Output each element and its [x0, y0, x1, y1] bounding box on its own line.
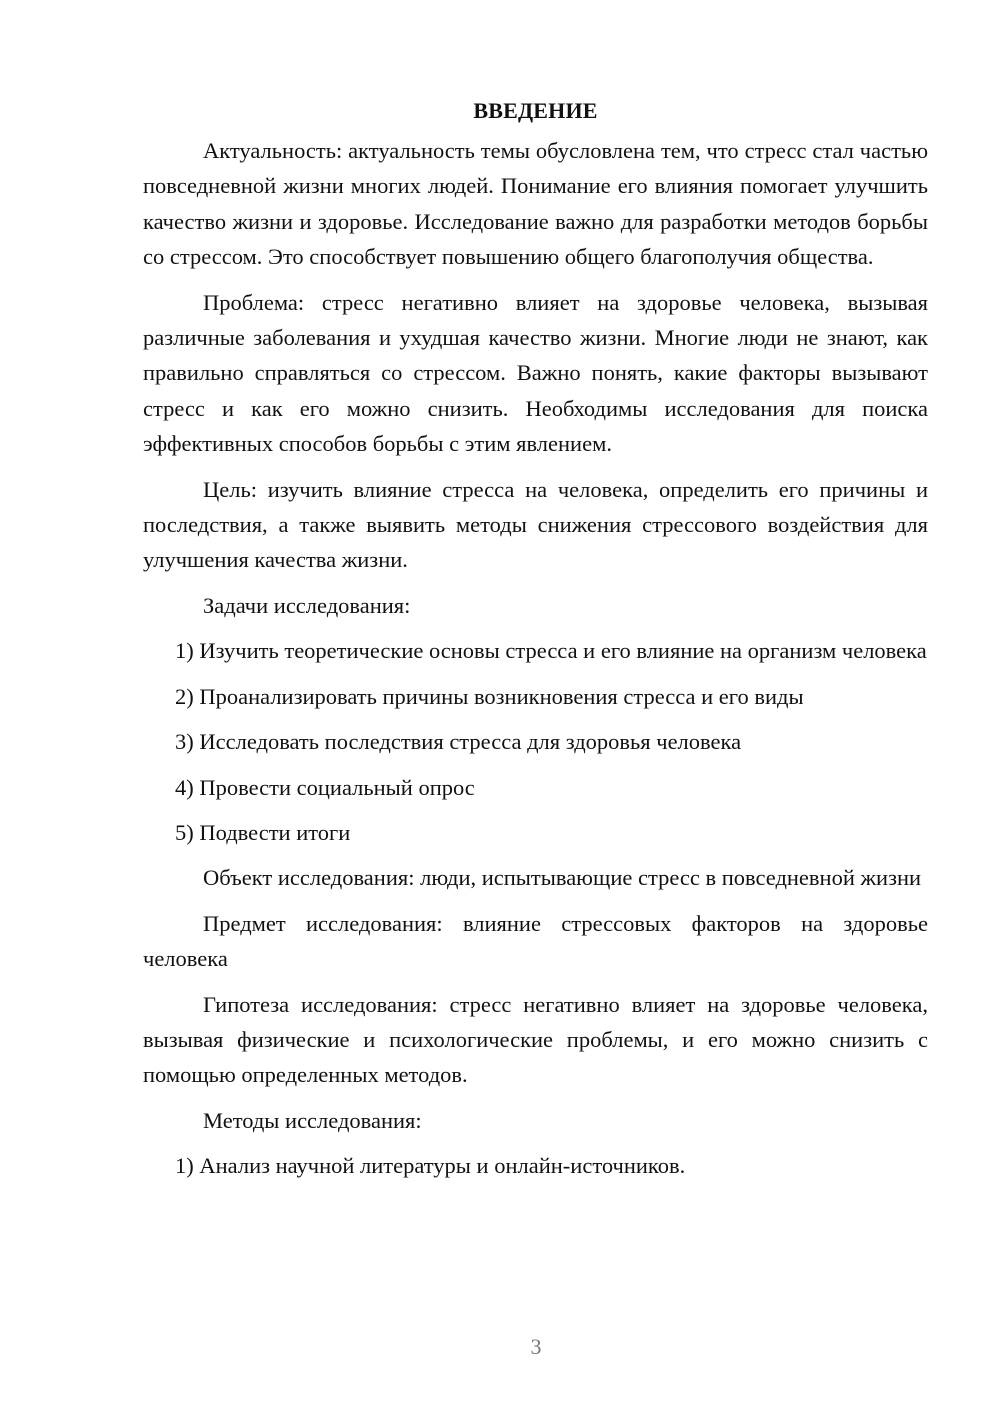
task-item: 2) Проанализировать причины возникновения стресса и его виды [175, 683, 804, 709]
task-item: 4) Провести социальный опрос [175, 774, 475, 800]
page-number: 3 [530, 1334, 542, 1359]
hypothesis-paragraph: Гипотеза исследования: стресс негативно влияет на здоровье человека, вызывая физические и психологические проблемы, и его можно снизить с помощью определенных методов. [143, 991, 928, 1088]
task-item: 1) Изучить теоретические основы стресса и его влияние на организм человека [175, 638, 927, 664]
tasks-heading: Задачи исследования: [203, 592, 411, 618]
object-paragraph: Объект исследования: люди, испытывающие стресс в повседневной жизни [203, 865, 922, 891]
task-item: 3) Исследовать последствия стресса для здоровья человека [175, 729, 742, 755]
goal-paragraph: Цель: изучить влияние стресса на человека, определить его причины и последствия, а также выявить методы снижения стрессового воздействия для улучшения качества жизни. [143, 476, 928, 573]
subject-paragraph: Предмет исследования: влияние стрессовых факторов на здоровье человека [143, 910, 928, 972]
problem-paragraph: Проблема: стресс негативно влияет на здоровье человека, вызывая различные заболевания и ухудшая качество жизни. Многие люди не знают, как правильно справляться со стрессом. Важно понять, какие факторы вызывают стресс и как его можно снизить. Необходимы исследования для поиска эффективных способов борьбы с этим явлением. [143, 289, 928, 457]
page-content [143, 93, 928, 1194]
page-title: ВВЕДЕНИЕ [473, 98, 598, 123]
relevance-paragraph: Актуальность: актуальность темы обусловлена тем, что стресс стал частью повседневной жизни многих людей. Понимание его влияния помогает улучшить качество жизни и здоровье. Исследование важно для разработки методов борьбы со стрессом. Это способствует повышению общего благополучия общества. [143, 138, 928, 270]
task-item: 5) Подвести итоги [175, 819, 351, 845]
method-item: 1) Анализ научной литературы и онлайн-источников. [175, 1153, 686, 1179]
methods-heading: Методы исследования: [203, 1107, 422, 1133]
